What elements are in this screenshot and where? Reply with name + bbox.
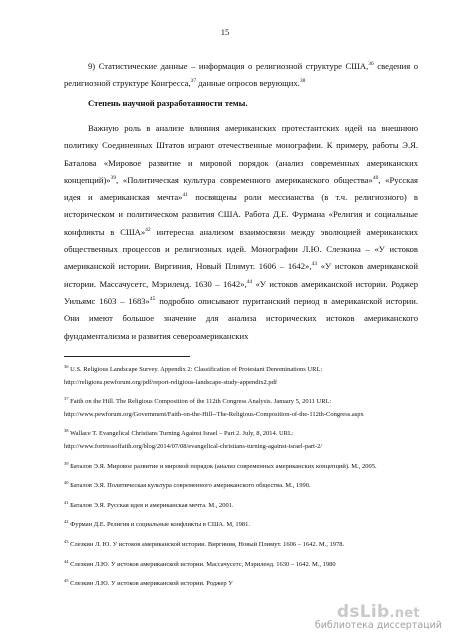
text-run: интересна анализом взаимосвязи между эволюцией американских общественных процессов и религиозных идей. Монографии Л.Ю. Слезкина – «У истоков американской истории. Виргиния, Новый Плимут. 1606 – 1642», [64, 226, 418, 272]
section-heading: Степень научной разработанности темы. [88, 98, 248, 108]
footnote-text: Слезкин Л.Ю. У истоков американской истории. Массачусетс, Мэриленд. 1630 – 1642. М., 1980 [70, 560, 336, 568]
footnote-text: Баталов Э.Я. Русская идея и американская мечта. М., 2001. [70, 501, 234, 509]
watermark-logo [315, 602, 442, 622]
footnote-ref[interactable]: 45 [149, 296, 156, 303]
footnote [64, 539, 424, 552]
footnote-ref[interactable]: 44 [246, 278, 253, 285]
footnote-ref[interactable]: 38 [299, 78, 306, 85]
page-number: 15 [220, 27, 230, 37]
footnote-text: Слезкин Л. Ю. У истоков американской истории. Виргиния, Новый Плимут. 1606 – 1642. М., 1978. [70, 540, 345, 548]
footnote-number: 42 [64, 519, 69, 525]
text-run: Важную роль в анализе влияния американских протестантских идей на внешнюю политику Соединенных Штатов играют отечественные монографии. К примеру, работы Э.Я. Баталова «Мировое развитие и мировой порядок (анализ современных американских концепций)» [64, 123, 418, 185]
watermark-logo-suffix: .net [389, 606, 420, 621]
footnote-text: Фурман Д.Е. Религия и социальные конфликты в США. М, 1981. [70, 521, 251, 529]
footnote-number: 43 [64, 538, 69, 544]
text-run: сведения о религиозной структуре Конгресса, [64, 61, 418, 89]
text-run: , «Политическая культура современного американского общества» [116, 174, 373, 185]
footnote-ref[interactable]: 43 [311, 261, 317, 268]
text-run: 9) Статистические данные – информация о религиозной структуре США, [88, 61, 369, 71]
footnote-number: 36 [64, 363, 69, 369]
footnote [64, 519, 424, 532]
footnote [64, 396, 424, 421]
footnote-number: 39 [64, 460, 69, 466]
footnote-text: Faith on the Hill. The Religious Composition of the 112th Congress Analysis. January 5, 2011 URL: http://www.pewforum.org/Government/Faith-on-the-Hill--The-Religious-Composition-of-the-112th-Congress.aspx [64, 398, 364, 418]
watermark-logo-main: dsLib [336, 602, 390, 622]
footnote-text: U.S. Religious Landscape Survey. Appendix 2: Classification of Protestant Denominations URL: http://religions.pewforum.org/pdf/report-religious-landscape-study-appendix2.pdf [64, 366, 323, 386]
footnote-number: 44 [64, 558, 69, 564]
footnote-number: 40 [64, 480, 69, 485]
watermark-tagline: библиотека диссертаций [314, 620, 442, 631]
watermark [315, 602, 442, 631]
paragraph-literature-review [64, 120, 418, 345]
footnote [64, 578, 424, 591]
footnote [64, 559, 424, 572]
footnote-text: Слезкин Л.Ю. У истоков американской истории. Роджер У [70, 580, 233, 588]
footnote-number: 41 [64, 499, 69, 505]
footnote [64, 364, 424, 389]
footnote-ref[interactable]: 37 [190, 78, 197, 85]
footnotes [64, 364, 424, 598]
footnote [64, 480, 424, 493]
footnote [64, 461, 424, 474]
text-run: «У истоков американской истории. Роджер Уильямс 1603 – 1683» [64, 278, 418, 306]
text-run: данные опросов верующих. [196, 78, 300, 89]
footnote-number: 37 [64, 396, 69, 402]
footnote [64, 500, 424, 513]
text-run: подробно описывают пуританский период в американской истории. Они имеют большое значение для анализа исторических истоков американского фундаментализма и развития североамериканских [64, 295, 418, 341]
footnote-text: Баталов Э.Я. Политическая культура современного американского общества. М., 1990. [70, 482, 311, 490]
footnote-ref[interactable]: 42 [145, 226, 151, 233]
footnote-ref[interactable]: 39 [110, 175, 117, 182]
footnote-ref[interactable]: 36 [368, 61, 374, 68]
footnote-ref[interactable]: 40 [372, 175, 379, 182]
footnote-number: 45 [64, 577, 69, 583]
footnote-text: Wallace T. Evangelical Christians Turning Against Israel – Part 2. July, 8, 2014. URL: http://www.fortressoffaith.org/blog/2014/07/08/evangelical-christians-turning-against-israel-part-2/ [64, 430, 323, 450]
paragraph-statistical-data [64, 58, 418, 93]
footnote [64, 428, 424, 453]
text-run: «У истоков американской истории. Массачусетс, Мэриленд. 1630 – 1642», [64, 261, 418, 289]
footnote-text: Баталов Э.Я. Мировое развитие и мировой порядок (анализ современных американских концепций). М., 2005. [70, 462, 377, 470]
text-run: , «Русская идея и американская мечта» [64, 174, 418, 203]
footnote-number: 38 [64, 428, 69, 434]
text-run: посвящены роли мессианства (в т.ч. религиозного) в историческом и политическом развития США. Работа Д.Е. Фурмана «Религия и социальные конфликты в США» [64, 192, 418, 237]
footnote-separator [64, 356, 190, 357]
footnote-ref[interactable]: 41 [182, 192, 188, 199]
